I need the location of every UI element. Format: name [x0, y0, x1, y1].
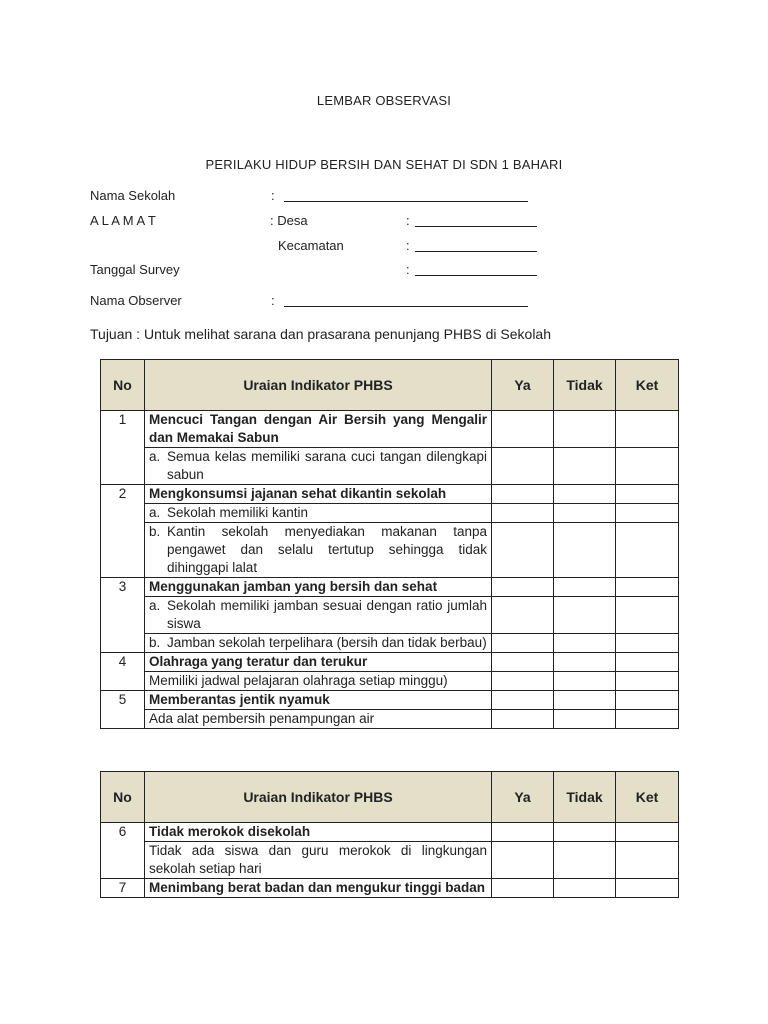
check-cell-tidak[interactable] [554, 691, 616, 710]
table-row [101, 823, 679, 842]
observation-table-2 [100, 771, 679, 898]
subitem-text: Jamban sekolah terpelihara (bersih dan tidak berbau) [167, 635, 487, 650]
col-header-ket: Ket [616, 772, 679, 823]
indicator-subitem [145, 523, 492, 578]
col-header-ya: Ya [492, 772, 554, 823]
indicator-subitem [145, 504, 492, 523]
check-cell-tidak[interactable] [554, 653, 616, 672]
table-row [101, 672, 679, 691]
page-subtitle: PERILAKU HIDUP BERSIH DAN SEHAT DI SDN 1 BAHARI [205, 157, 563, 172]
subitem-label: b. [149, 635, 161, 650]
indicator-subitem: Memiliki jadwal pelajaran olahraga setiap minggu) [145, 672, 492, 691]
check-cell-ket[interactable] [616, 842, 679, 879]
table-row [101, 710, 679, 729]
indicator-title: Mencuci Tangan dengan Air Bersih yang Mengalir dan Memakai Sabun [145, 411, 492, 448]
check-cell-ya[interactable] [492, 411, 554, 448]
check-cell-tidak[interactable] [554, 842, 616, 879]
check-cell-ya[interactable] [492, 578, 554, 597]
survey-date-line [415, 275, 537, 276]
indicator-title: Mengkonsumsi jajanan sehat dikantin sekolah [145, 485, 492, 504]
check-cell-ket[interactable] [616, 411, 679, 448]
table-row [101, 597, 679, 634]
check-cell-ket[interactable] [616, 448, 679, 485]
district-label: Kecamatan [278, 238, 344, 253]
col-header-tidak: Tidak [554, 360, 616, 411]
col-header-no: No [101, 360, 145, 411]
check-cell-tidak[interactable] [554, 411, 616, 448]
check-cell-tidak[interactable] [554, 879, 616, 898]
indicator-subitem: Tidak ada siswa dan guru merokok di lingkungan sekolah setiap hari [145, 842, 492, 879]
check-cell-ya[interactable] [492, 634, 554, 653]
purpose-text: Tujuan : Untuk melihat sarana dan prasarana penunjang PHBS di Sekolah [90, 326, 551, 342]
check-cell-ket[interactable] [616, 523, 679, 578]
table-row [101, 523, 679, 578]
table-row [101, 634, 679, 653]
check-cell-ket[interactable] [616, 597, 679, 634]
check-cell-ket[interactable] [616, 823, 679, 842]
table-header-row [101, 772, 679, 823]
item-number: 3 [101, 578, 145, 653]
check-cell-ya[interactable] [492, 691, 554, 710]
district-line [415, 251, 537, 252]
check-cell-tidak[interactable] [554, 710, 616, 729]
check-cell-ket[interactable] [616, 672, 679, 691]
check-cell-ya[interactable] [492, 842, 554, 879]
check-cell-ya[interactable] [492, 879, 554, 898]
school-name-colon: : [271, 188, 275, 203]
col-header-desc: Uraian Indikator PHBS [145, 772, 492, 823]
observation-table-1 [100, 359, 679, 729]
check-cell-ket[interactable] [616, 634, 679, 653]
check-cell-ya[interactable] [492, 597, 554, 634]
item-number: 7 [101, 879, 145, 898]
indicator-title: Memberantas jentik nyamuk [145, 691, 492, 710]
check-cell-ket[interactable] [616, 578, 679, 597]
subitem-label: a. [149, 598, 161, 613]
table-row [101, 504, 679, 523]
subitem-label: a. [149, 449, 161, 464]
table-row [101, 691, 679, 710]
observer-name-line [284, 306, 528, 307]
observer-name-label: Nama Observer [90, 293, 182, 308]
item-number: 6 [101, 823, 145, 879]
table-row [101, 653, 679, 672]
check-cell-tidak[interactable] [554, 504, 616, 523]
item-number: 5 [101, 691, 145, 729]
indicator-title: Tidak merokok disekolah [145, 823, 492, 842]
address-label: A L A M A T [90, 213, 156, 228]
table-header-row [101, 360, 679, 411]
subitem-label: a. [149, 505, 161, 520]
check-cell-ket[interactable] [616, 653, 679, 672]
check-cell-ya[interactable] [492, 672, 554, 691]
indicator-title: Olahraga yang teratur dan terukur [145, 653, 492, 672]
check-cell-tidak[interactable] [554, 597, 616, 634]
check-cell-tidak[interactable] [554, 448, 616, 485]
subitem-text: Semua kelas memiliki sarana cuci tangan dilengkapi sabun [167, 449, 487, 482]
subitem-text: Sekolah memiliki kantin [167, 505, 309, 520]
check-cell-ya[interactable] [492, 653, 554, 672]
check-cell-ya[interactable] [492, 710, 554, 729]
village-colon: : [406, 213, 410, 228]
col-header-tidak: Tidak [554, 772, 616, 823]
table-row [101, 842, 679, 879]
indicator-subitem [145, 597, 492, 634]
check-cell-tidak[interactable] [554, 634, 616, 653]
check-cell-ya[interactable] [492, 448, 554, 485]
check-cell-tidak[interactable] [554, 523, 616, 578]
page-title: LEMBAR OBSERVASI [316, 93, 452, 108]
check-cell-ket[interactable] [616, 504, 679, 523]
observer-name-colon: : [271, 293, 275, 308]
check-cell-ya[interactable] [492, 823, 554, 842]
check-cell-ya[interactable] [492, 504, 554, 523]
check-cell-ket[interactable] [616, 879, 679, 898]
indicator-title: Menggunakan jamban yang bersih dan sehat [145, 578, 492, 597]
check-cell-tidak[interactable] [554, 672, 616, 691]
check-cell-ket[interactable] [616, 691, 679, 710]
village-line [415, 226, 537, 227]
survey-date-label: Tanggal Survey [90, 262, 180, 277]
check-cell-tidak[interactable] [554, 823, 616, 842]
subitem-text: Kantin sekolah menyediakan makanan tanpa pengawet dan selalu tertutup sehingga tidak dihinggapi lalat [167, 524, 487, 575]
item-number: 2 [101, 485, 145, 578]
col-header-ya: Ya [492, 360, 554, 411]
table-row [101, 411, 679, 448]
check-cell-ket[interactable] [616, 710, 679, 729]
item-number: 1 [101, 411, 145, 485]
check-cell-ya[interactable] [492, 523, 554, 578]
table-row [101, 448, 679, 485]
check-cell-ket[interactable] [616, 485, 679, 504]
table-row [101, 879, 679, 898]
check-cell-tidak[interactable] [554, 578, 616, 597]
subitem-label: b. [149, 524, 161, 539]
check-cell-tidak[interactable] [554, 485, 616, 504]
school-name-line [284, 201, 528, 202]
subitem-text: Sekolah memiliki jamban sesuai dengan ratio jumlah siswa [167, 598, 487, 631]
col-header-no: No [101, 772, 145, 823]
indicator-subitem [145, 448, 492, 485]
item-number: 4 [101, 653, 145, 691]
survey-date-colon: : [406, 262, 410, 277]
district-colon: : [406, 238, 410, 253]
village-label: : Desa [270, 213, 308, 228]
table-row [101, 578, 679, 597]
table-row [101, 485, 679, 504]
col-header-desc: Uraian Indikator PHBS [145, 360, 492, 411]
school-name-label: Nama Sekolah [90, 188, 176, 203]
indicator-title: Menimbang berat badan dan mengukur tinggi badan [145, 879, 492, 898]
indicator-subitem [145, 634, 492, 653]
indicator-subitem: Ada alat pembersih penampungan air [145, 710, 492, 729]
check-cell-ya[interactable] [492, 485, 554, 504]
col-header-ket: Ket [616, 360, 679, 411]
